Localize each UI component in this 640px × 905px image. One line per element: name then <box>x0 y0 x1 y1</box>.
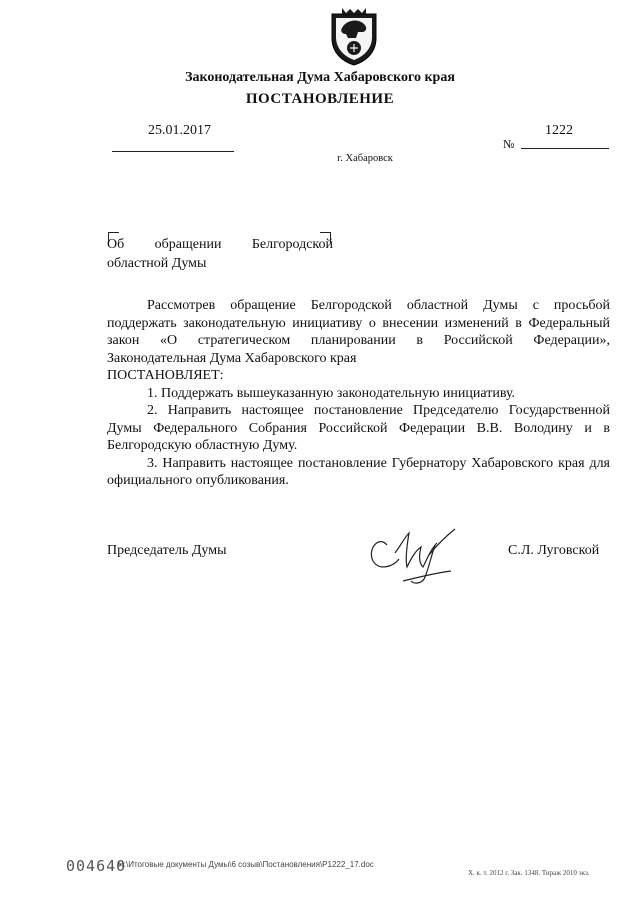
file-path: H:\Итоговые документы Думы\6 созыв\Постановления\P1222_17.doc <box>118 860 374 869</box>
resolves-heading: ПОСТАНОВЛЯЕТ: <box>107 368 224 383</box>
resolution-item-3: 3. Направить настоящее постановление Губернатору Хабаровского края для <box>147 455 610 471</box>
resolution-item-2: Белгородскую областную Думу. <box>107 438 298 453</box>
intro-line: закон «О стратегическом планировании в Российской Федерации», <box>107 333 610 348</box>
number-sign: № <box>503 137 515 151</box>
print-imprint: Х. к. т. 2012 г. Зак. 1348. Тираж 2010 экз. <box>468 869 590 877</box>
resolution-item-1: 1. Поддержать вышеуказанную законодательную инициативу. <box>147 385 516 401</box>
handwritten-signature <box>365 523 485 589</box>
date-underline <box>112 151 234 152</box>
khabarovsk-coat-of-arms-icon <box>328 8 380 66</box>
subject-line: областной Думы <box>107 256 207 271</box>
resolution-item-2: 2. Направить настоящее постановление Председателю Государственной <box>147 403 610 418</box>
number-underline <box>521 148 609 149</box>
organization-name: Законодательная Дума Хабаровского края <box>185 70 455 85</box>
intro-line: Законодательная Дума Хабаровского края <box>107 350 357 366</box>
resolution-item-3: официального опубликования. <box>107 473 289 488</box>
signatory-name: С.Л. Луговской <box>508 543 600 558</box>
resolution-item-2: Думы Федерального Собрания Российской Федерации В.В. Володину и в <box>107 420 610 436</box>
document-date: 25.01.2017 <box>148 123 211 138</box>
city-name: г. Хабаровск <box>337 153 393 164</box>
document-number: 1222 <box>545 123 573 138</box>
document-type: ПОСТАНОВЛЕНИЕ <box>245 91 395 107</box>
signatory-title: Председатель Думы <box>107 543 227 558</box>
document-body <box>107 297 610 490</box>
subject-line: Об обращении Белгородской <box>107 237 333 252</box>
intro-line: Рассмотрев обращение Белгородской областной Думы с просьбой <box>147 298 610 313</box>
registration-number: 004640 <box>66 857 127 875</box>
subject-block <box>107 235 333 273</box>
intro-line: поддержать законодательную инициативу о внесении изменений в Федеральный <box>107 315 610 331</box>
